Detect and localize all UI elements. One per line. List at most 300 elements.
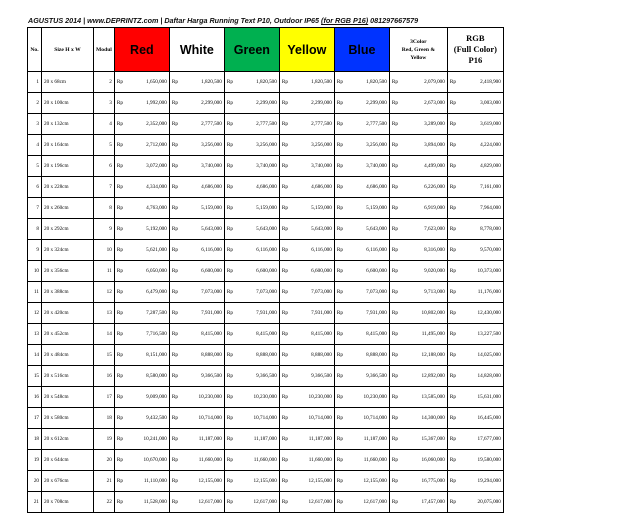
row-number: 4 [28, 135, 42, 156]
table-row [28, 303, 504, 324]
price-three: 3,894,000 [402, 135, 447, 156]
modul-cell: 2 [94, 72, 115, 93]
modul-cell: 10 [94, 240, 115, 261]
modul-cell: 14 [94, 324, 115, 345]
price-green: 11,660,000 [237, 450, 279, 471]
price-blue: 3,256,000 [347, 135, 389, 156]
currency-label: Rp [224, 240, 237, 261]
price-three: 16,060,000 [402, 450, 447, 471]
currency-label: Rp [169, 114, 182, 135]
header-rgb [447, 28, 503, 72]
row-number: 13 [28, 324, 42, 345]
currency-label: Rp [224, 408, 237, 429]
size-cell: 20 x 580cm [42, 408, 94, 429]
currency-label: Rp [279, 198, 292, 219]
header-blue: Blue [334, 28, 389, 72]
currency-label: Rp [279, 240, 292, 261]
price-blue: 7,931,000 [347, 303, 389, 324]
currency-label: Rp [279, 366, 292, 387]
currency-label: Rp [334, 135, 347, 156]
price-red: 8,580,000 [127, 366, 169, 387]
currency-label: Rp [389, 240, 402, 261]
size-cell: 20 x 612cm [42, 429, 94, 450]
size-cell: 20 x 388cm [42, 282, 94, 303]
table-row [28, 156, 504, 177]
price-green: 4,686,000 [237, 177, 279, 198]
currency-label: Rp [169, 429, 182, 450]
table-row [28, 114, 504, 135]
currency-label: Rp [224, 345, 237, 366]
price-blue: 3,740,000 [347, 156, 389, 177]
price-three: 4,499,000 [402, 156, 447, 177]
price-red: 5,192,000 [127, 219, 169, 240]
price-white: 8,415,000 [182, 324, 224, 345]
currency-label: Rp [224, 324, 237, 345]
currency-label: Rp [114, 198, 127, 219]
price-white: 2,777,500 [182, 114, 224, 135]
modul-cell: 7 [94, 177, 115, 198]
currency-label: Rp [279, 303, 292, 324]
currency-label: Rp [169, 282, 182, 303]
price-blue: 8,415,000 [347, 324, 389, 345]
price-three: 8,316,000 [402, 240, 447, 261]
currency-label: Rp [334, 114, 347, 135]
price-rgb: 12,430,000 [460, 303, 503, 324]
currency-label: Rp [224, 156, 237, 177]
currency-label: Rp [447, 324, 460, 345]
row-number: 10 [28, 261, 42, 282]
price-green: 7,931,000 [237, 303, 279, 324]
currency-label: Rp [169, 387, 182, 408]
currency-label: Rp [389, 345, 402, 366]
header-green: Green [224, 28, 279, 72]
price-green: 3,740,000 [237, 156, 279, 177]
currency-label: Rp [389, 219, 402, 240]
currency-label: Rp [114, 177, 127, 198]
currency-label: Rp [279, 408, 292, 429]
price-yellow: 2,299,000 [292, 93, 334, 114]
currency-label: Rp [334, 324, 347, 345]
price-rgb: 19,294,000 [460, 471, 503, 492]
currency-label: Rp [114, 114, 127, 135]
price-red: 9,432,500 [127, 408, 169, 429]
currency-label: Rp [447, 492, 460, 513]
price-yellow: 8,888,000 [292, 345, 334, 366]
currency-label: Rp [169, 261, 182, 282]
currency-label: Rp [279, 345, 292, 366]
size-cell: 20 x 484cm [42, 345, 94, 366]
currency-label: Rp [169, 135, 182, 156]
row-number: 11 [28, 282, 42, 303]
currency-label: Rp [447, 240, 460, 261]
header-rgb-line2: (Full Color) P16 [453, 44, 497, 65]
price-white: 11,187,000 [182, 429, 224, 450]
price-yellow: 6,600,000 [292, 261, 334, 282]
price-green: 6,600,000 [237, 261, 279, 282]
price-yellow: 12,155,000 [292, 471, 334, 492]
currency-label: Rp [114, 408, 127, 429]
table-row [28, 387, 504, 408]
table-row [28, 471, 504, 492]
price-yellow: 5,643,000 [292, 219, 334, 240]
currency-label: Rp [389, 282, 402, 303]
modul-cell: 5 [94, 135, 115, 156]
price-white: 3,256,000 [182, 135, 224, 156]
price-rgb: 7,161,000 [460, 177, 503, 198]
price-rgb: 11,176,000 [460, 282, 503, 303]
currency-label: Rp [447, 429, 460, 450]
price-three: 11,495,000 [402, 324, 447, 345]
currency-label: Rp [279, 93, 292, 114]
currency-label: Rp [114, 324, 127, 345]
currency-label: Rp [334, 219, 347, 240]
price-yellow: 6,116,000 [292, 240, 334, 261]
currency-label: Rp [447, 93, 460, 114]
price-white: 6,600,000 [182, 261, 224, 282]
currency-label: Rp [114, 72, 127, 93]
price-blue: 12,617,000 [347, 492, 389, 513]
price-three: 9,020,000 [402, 261, 447, 282]
price-three: 14,300,000 [402, 408, 447, 429]
currency-label: Rp [279, 387, 292, 408]
price-white: 1,820,500 [182, 72, 224, 93]
currency-label: Rp [334, 450, 347, 471]
currency-label: Rp [389, 177, 402, 198]
table-row [28, 219, 504, 240]
price-green: 1,820,500 [237, 72, 279, 93]
table-row [28, 450, 504, 471]
price-red: 6,050,000 [127, 261, 169, 282]
price-three: 9,713,000 [402, 282, 447, 303]
price-table [27, 27, 504, 513]
table-row [28, 324, 504, 345]
row-number: 6 [28, 177, 42, 198]
price-blue: 12,155,000 [347, 471, 389, 492]
modul-cell: 22 [94, 492, 115, 513]
price-white: 6,116,000 [182, 240, 224, 261]
price-yellow: 11,660,000 [292, 450, 334, 471]
size-cell: 20 x 356cm [42, 261, 94, 282]
price-blue: 8,888,000 [347, 345, 389, 366]
price-red: 1,650,000 [127, 72, 169, 93]
currency-label: Rp [224, 282, 237, 303]
currency-label: Rp [114, 261, 127, 282]
price-green: 6,116,000 [237, 240, 279, 261]
currency-label: Rp [169, 156, 182, 177]
currency-label: Rp [114, 156, 127, 177]
currency-label: Rp [389, 429, 402, 450]
table-body [28, 72, 504, 513]
currency-label: Rp [169, 240, 182, 261]
price-blue: 4,686,000 [347, 177, 389, 198]
price-yellow: 7,073,000 [292, 282, 334, 303]
price-green: 8,888,000 [237, 345, 279, 366]
currency-label: Rp [334, 177, 347, 198]
currency-label: Rp [224, 198, 237, 219]
title-text: AGUSTUS 2014 | www.DEPRINTZ.com | Daftar Harga Running Text P10, Outdoor IP65 [28, 16, 322, 25]
header-red: Red [114, 28, 169, 72]
price-blue: 5,159,000 [347, 198, 389, 219]
price-white: 7,931,000 [182, 303, 224, 324]
modul-cell: 9 [94, 219, 115, 240]
header-three-color-line2: Red, Green & [401, 46, 436, 53]
header-row [28, 28, 504, 72]
price-green: 3,256,000 [237, 135, 279, 156]
currency-label: Rp [279, 219, 292, 240]
price-red: 7,287,500 [127, 303, 169, 324]
price-rgb: 9,570,000 [460, 240, 503, 261]
price-red: 10,670,000 [127, 450, 169, 471]
currency-label: Rp [447, 408, 460, 429]
price-blue: 6,116,000 [347, 240, 389, 261]
currency-label: Rp [224, 219, 237, 240]
currency-label: Rp [224, 261, 237, 282]
table-row [28, 366, 504, 387]
header-yellow: Yellow [279, 28, 334, 72]
currency-label: Rp [334, 408, 347, 429]
size-cell: 20 x 548cm [42, 387, 94, 408]
price-rgb: 15,631,000 [460, 387, 503, 408]
row-number: 16 [28, 387, 42, 408]
currency-label: Rp [279, 450, 292, 471]
size-cell: 20 x 132cm [42, 114, 94, 135]
price-blue: 11,187,000 [347, 429, 389, 450]
price-green: 5,643,000 [237, 219, 279, 240]
currency-label: Rp [389, 324, 402, 345]
currency-label: Rp [114, 303, 127, 324]
price-three: 10,802,000 [402, 303, 447, 324]
currency-label: Rp [447, 114, 460, 135]
price-red: 10,241,000 [127, 429, 169, 450]
size-cell: 20 x 228cm [42, 177, 94, 198]
price-white: 8,888,000 [182, 345, 224, 366]
price-green: 12,617,000 [237, 492, 279, 513]
price-red: 5,621,000 [127, 240, 169, 261]
price-three: 6,919,000 [402, 198, 447, 219]
size-cell: 20 x 324cm [42, 240, 94, 261]
size-cell: 20 x 196cm [42, 156, 94, 177]
currency-label: Rp [114, 471, 127, 492]
table-row [28, 198, 504, 219]
currency-label: Rp [279, 135, 292, 156]
price-red: 3,072,000 [127, 156, 169, 177]
row-number: 1 [28, 72, 42, 93]
currency-label: Rp [114, 345, 127, 366]
currency-label: Rp [224, 429, 237, 450]
currency-label: Rp [169, 72, 182, 93]
price-three: 12,188,000 [402, 345, 447, 366]
currency-label: Rp [169, 219, 182, 240]
currency-label: Rp [279, 261, 292, 282]
price-three: 2,673,000 [402, 93, 447, 114]
price-red: 2,352,000 [127, 114, 169, 135]
price-three: 3,289,000 [402, 114, 447, 135]
table-row [28, 135, 504, 156]
price-white: 12,155,000 [182, 471, 224, 492]
currency-label: Rp [169, 366, 182, 387]
price-white: 5,159,000 [182, 198, 224, 219]
price-blue: 7,073,000 [347, 282, 389, 303]
row-number: 9 [28, 240, 42, 261]
header-three-color-line3: Yellow [410, 54, 427, 61]
currency-label: Rp [224, 135, 237, 156]
currency-label: Rp [447, 345, 460, 366]
price-white: 10,230,000 [182, 387, 224, 408]
price-three: 17,457,000 [402, 492, 447, 513]
header-three-color [389, 28, 447, 72]
modul-cell: 19 [94, 429, 115, 450]
size-cell: 20 x 68cm [42, 72, 94, 93]
currency-label: Rp [334, 345, 347, 366]
price-rgb: 17,677,000 [460, 429, 503, 450]
price-rgb: 19,580,000 [460, 450, 503, 471]
header-modul: Modul [94, 28, 115, 72]
modul-cell: 16 [94, 366, 115, 387]
price-yellow: 4,686,000 [292, 177, 334, 198]
currency-label: Rp [447, 156, 460, 177]
currency-label: Rp [114, 387, 127, 408]
size-cell: 20 x 164cm [42, 135, 94, 156]
currency-label: Rp [279, 177, 292, 198]
price-red: 8,151,000 [127, 345, 169, 366]
price-yellow: 8,415,000 [292, 324, 334, 345]
table-row [28, 93, 504, 114]
currency-label: Rp [334, 471, 347, 492]
price-yellow: 3,740,000 [292, 156, 334, 177]
price-green: 5,159,000 [237, 198, 279, 219]
currency-label: Rp [334, 429, 347, 450]
price-rgb: 10,373,000 [460, 261, 503, 282]
currency-label: Rp [389, 114, 402, 135]
price-green: 10,714,000 [237, 408, 279, 429]
price-rgb: 16,445,000 [460, 408, 503, 429]
currency-label: Rp [334, 303, 347, 324]
currency-label: Rp [389, 261, 402, 282]
price-white: 4,686,000 [182, 177, 224, 198]
price-yellow: 1,820,500 [292, 72, 334, 93]
row-number: 2 [28, 93, 42, 114]
price-rgb: 14,025,000 [460, 345, 503, 366]
price-yellow: 3,256,000 [292, 135, 334, 156]
currency-label: Rp [447, 471, 460, 492]
currency-label: Rp [334, 72, 347, 93]
currency-label: Rp [334, 282, 347, 303]
title-link[interactable]: (for RGB P16) [321, 16, 369, 25]
price-three: 6,226,000 [402, 177, 447, 198]
header-size: Size H x W [42, 28, 94, 72]
price-rgb: 2,418,900 [460, 72, 503, 93]
price-rgb: 7,964,000 [460, 198, 503, 219]
price-rgb: 4,829,000 [460, 156, 503, 177]
currency-label: Rp [334, 198, 347, 219]
table-row [28, 261, 504, 282]
header-white: White [169, 28, 224, 72]
currency-label: Rp [389, 471, 402, 492]
currency-label: Rp [334, 240, 347, 261]
table-row [28, 429, 504, 450]
currency-label: Rp [279, 114, 292, 135]
modul-cell: 20 [94, 450, 115, 471]
size-cell: 20 x 420cm [42, 303, 94, 324]
currency-label: Rp [224, 471, 237, 492]
currency-label: Rp [169, 345, 182, 366]
table-row [28, 177, 504, 198]
price-white: 12,617,000 [182, 492, 224, 513]
size-cell: 20 x 644cm [42, 450, 94, 471]
price-three: 2,079,000 [402, 72, 447, 93]
row-number: 20 [28, 471, 42, 492]
currency-label: Rp [447, 135, 460, 156]
price-yellow: 7,931,000 [292, 303, 334, 324]
row-number: 3 [28, 114, 42, 135]
header-no: No. [28, 28, 42, 72]
currency-label: Rp [389, 156, 402, 177]
currency-label: Rp [447, 261, 460, 282]
currency-label: Rp [169, 177, 182, 198]
price-three: 15,367,000 [402, 429, 447, 450]
price-blue: 2,777,500 [347, 114, 389, 135]
currency-label: Rp [447, 303, 460, 324]
currency-label: Rp [279, 471, 292, 492]
price-red: 2,712,000 [127, 135, 169, 156]
size-cell: 20 x 100cm [42, 93, 94, 114]
header-three-color-line1: 3Color [410, 38, 427, 45]
price-rgb: 8,778,000 [460, 219, 503, 240]
currency-label: Rp [169, 471, 182, 492]
table-row [28, 282, 504, 303]
price-green: 8,415,000 [237, 324, 279, 345]
currency-label: Rp [169, 408, 182, 429]
currency-label: Rp [389, 450, 402, 471]
table-row [28, 492, 504, 513]
currency-label: Rp [114, 450, 127, 471]
currency-label: Rp [114, 429, 127, 450]
currency-label: Rp [334, 261, 347, 282]
currency-label: Rp [447, 219, 460, 240]
currency-label: Rp [169, 93, 182, 114]
price-rgb: 20,075,000 [460, 492, 503, 513]
price-rgb: 14,828,000 [460, 366, 503, 387]
price-green: 12,155,000 [237, 471, 279, 492]
currency-label: Rp [169, 492, 182, 513]
price-rgb: 13,227,500 [460, 324, 503, 345]
currency-label: Rp [224, 93, 237, 114]
currency-label: Rp [169, 450, 182, 471]
currency-label: Rp [334, 93, 347, 114]
price-red: 7,716,500 [127, 324, 169, 345]
price-three: 16,775,000 [402, 471, 447, 492]
currency-label: Rp [389, 492, 402, 513]
currency-label: Rp [279, 72, 292, 93]
price-green: 9,366,500 [237, 366, 279, 387]
currency-label: Rp [114, 366, 127, 387]
price-green: 7,073,000 [237, 282, 279, 303]
currency-label: Rp [447, 177, 460, 198]
price-blue: 2,299,000 [347, 93, 389, 114]
modul-cell: 8 [94, 198, 115, 219]
modul-cell: 17 [94, 387, 115, 408]
modul-cell: 11 [94, 261, 115, 282]
table-row [28, 72, 504, 93]
currency-label: Rp [389, 387, 402, 408]
price-yellow: 10,230,000 [292, 387, 334, 408]
price-yellow: 11,187,000 [292, 429, 334, 450]
currency-label: Rp [114, 282, 127, 303]
header-rgb-line1: RGB [466, 33, 485, 43]
price-blue: 10,714,000 [347, 408, 389, 429]
price-green: 11,187,000 [237, 429, 279, 450]
currency-label: Rp [389, 408, 402, 429]
